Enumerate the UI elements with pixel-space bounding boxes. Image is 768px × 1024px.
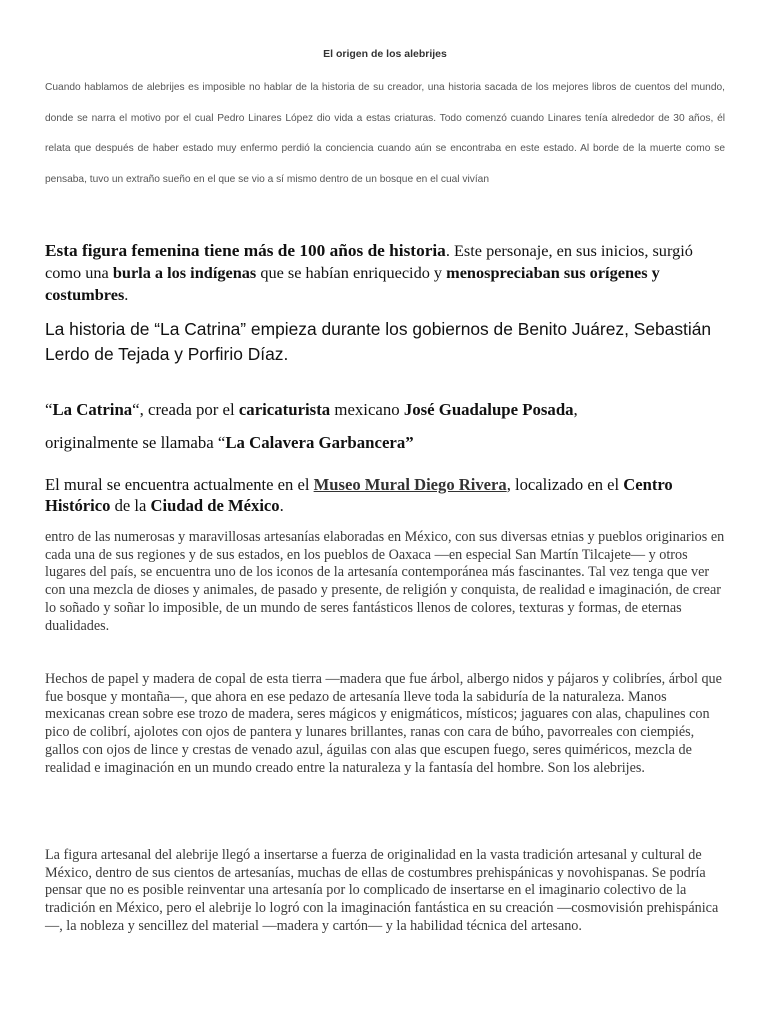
document-title: El origen de los alebrijes <box>323 48 447 60</box>
museo-mural-link[interactable]: Museo Mural Diego Rivera <box>313 475 507 494</box>
mural-text-4: de la <box>110 496 151 515</box>
mural-text-1: El mural se encuentra actualmente en el <box>45 475 314 494</box>
mural-text-2: , localizado en el <box>506 475 624 494</box>
catrina-intro-paragraph <box>45 240 725 306</box>
mural-bold-3: Centro Histórico <box>45 475 673 515</box>
creada-bold-4: caricaturista <box>238 400 331 419</box>
historia-text-3: , Sebastián Lerdo de Tejada y Porfirio Díaz. <box>45 319 712 364</box>
historia-text-1: La historia <box>45 319 126 339</box>
creada-bold-9: La Calavera Garbancera” <box>225 433 414 452</box>
mural-text-6: . <box>279 496 284 515</box>
creada-text-1: “ <box>45 400 53 419</box>
historia-paragraph <box>45 317 725 367</box>
creada-text-7: , <box>573 400 578 419</box>
mural-bold-5: Ciudad de México <box>150 496 280 515</box>
body-paragraph-2: Hechos de papel y madera de copal de esta tierra —madera que fue árbol, albergo nidos y pájaros y colibríes, árbol que fue bosque y montaña—, que ahora en ese pedazo de artesanía lleve toda la sabiduría de la naturaleza. Manos mexicanas crean sobre ese trozo de madera, seres mágicos y enigmáticos, místicos; jaguares con alas, chapulines con pico de colibrí, ajolotes con ojos de pantera y lunares brillantes, ranas con cara de búho, pavorreales con ciempiés, gallos con ojos de lince y crestas de venado azul, águilas con alas que escupen fuego, seres quiméricos, mezcla de realidad e imaginación en un mundo creado entre la naturaleza y la fantasía del hombre. Son los alebrijes. <box>45 671 722 776</box>
creada-bold-6: José Guadalupe Posada <box>403 400 574 419</box>
intro-paragraph: Cuando hablamos de alebrijes es imposible no hablar de la historia de su creador, una historia sacada de los mejores libros de cuentos del mundo, donde se narra el motivo por el cual Pedro Linares López dio vida a estas criaturas. Todo comenzó cuando Linares tenía alrededor de 30 años, él relata que después de haber estado muy enfermo perdió la conciencia cuando aún se encontraba en este estado. Al borde de la muerte como se pensaba, tuvo un extraño sueño en el que se vio a sí mismo dentro de un bosque en el cual vivían <box>45 82 725 185</box>
creada-bold-2: La Catrina <box>52 400 133 419</box>
catrina-intro-bold-3: burla a los indígenas <box>112 263 257 282</box>
body-paragraph-3: La figura artesanal del alebrije llegó a insertarse a fuerza de originalidad en la vasta tradición artesanal y cultural de México, dentro de sus cientos de artesanías, muchas de ellas de costumbres prehispánicas y novohispanas. Se podría pensar que no es posible reinventar una artesanía por lo complicado de insertarse en el imaginario colectivo de la tradición en México, pero el alebrije lo logró con la imaginación fantástica en su creación —cosmovisión prehispánica—, la nobleza y sencillez del material —madera y cartón— y la habilidad técnica del artesano. <box>45 847 719 934</box>
creada-text-3: “, creada por el <box>132 400 239 419</box>
catrina-intro-bold-1: Esta figura femenina tiene más de 100 años de historia <box>45 241 446 260</box>
catrina-intro-text-2: . Este personaje, en sus inicios, surgió como una <box>45 241 693 282</box>
catrina-intro-bold-5: menospreciaban sus orígenes y costumbres <box>45 263 660 304</box>
catrina-intro-text-4: que se habían enriquecido y <box>256 263 447 282</box>
historia-text-2: de “La Catrina” empieza durante los gobiernos de Benito Juárez <box>125 319 625 339</box>
creada-text-8: originalmente se llamaba “ <box>45 433 226 452</box>
creada-text-5: mexicano <box>330 400 404 419</box>
creada-paragraph <box>45 393 725 459</box>
catrina-intro-text-6: . <box>124 285 129 304</box>
mural-paragraph <box>45 474 725 516</box>
body-paragraph-1: entro de las numerosas y maravillosas artesanías elaboradas en México, con sus diversas etnias y pueblos originarios en cada una de sus regiones y de sus estados, en los pueblos de Oaxaca —en especial San Martín Tilcajete— y otros lugares del país, se encuentra uno de los iconos de la artesanía contemporánea más fascinantes. Tal vez tenga que ver con una mezcla de dioses y animales, de pasado y presente, de religión y conquista, de realidad e imaginación, de crear lo soñado y soñar lo imposible, de un mundo de seres fantásticos llenos de colores, texturas y formas, de eternas dualidades. <box>45 529 725 634</box>
